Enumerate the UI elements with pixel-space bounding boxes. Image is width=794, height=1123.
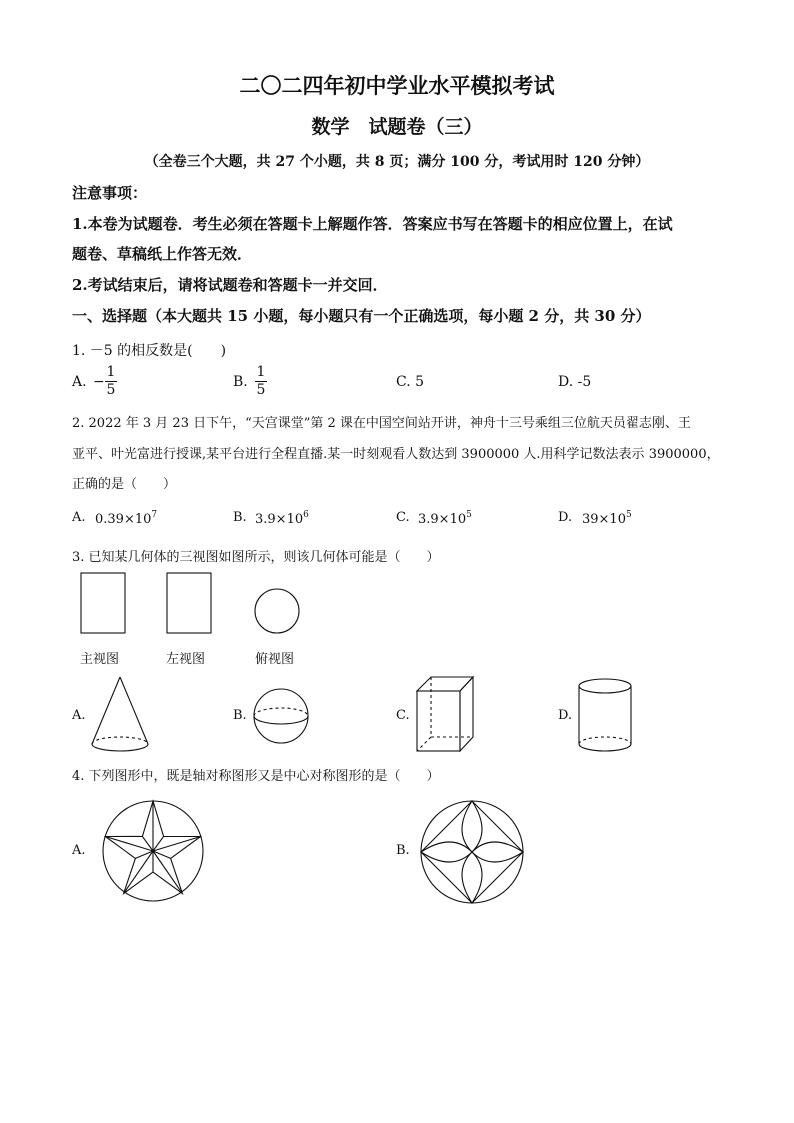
sphere-equator-front — [254, 716, 308, 724]
front-view-label: 主视图 — [80, 652, 120, 667]
fraction-numerator: 1 — [106, 364, 116, 380]
cone-left-edge — [92, 677, 120, 744]
fraction-denominator: 5 — [106, 382, 116, 398]
q2-option-d — [582, 510, 632, 527]
cone-base-front — [92, 744, 148, 751]
q4-option-a-label: A. — [72, 843, 86, 858]
q1-option-b-label: B. — [233, 374, 248, 390]
exam-info: （全卷三个大题，共 27 个小题，共 8 页；满分 100 分，考试用时 120 分钟） — [144, 154, 650, 170]
cylinder-figure — [578, 678, 634, 754]
side-view-label: 左视图 — [166, 652, 206, 667]
fraction-numerator: 1 — [256, 364, 266, 380]
note-2: 2.考试结束后，请将试题卷和答题卡一并交回． — [72, 276, 388, 294]
q3-option-a-label: A. — [72, 708, 86, 723]
q2-option-a-base: 0.39×10 — [95, 512, 152, 527]
question-2-line-3: 正确的是（ ） — [72, 477, 177, 492]
side-view-figure — [166, 572, 212, 634]
q2-option-b-exponent: 6 — [303, 510, 309, 520]
q1-option-a-fraction — [104, 364, 118, 399]
question-3-stem: 3. 已知某几何体的三视图如图所示，则该几何体可能是（ ） — [72, 550, 440, 565]
q3-option-d-label: D. — [558, 708, 573, 723]
q3-option-c-label: C. — [396, 708, 410, 723]
star-ridge — [105, 837, 153, 852]
q4-option-b-label: B. — [396, 843, 410, 858]
cone-base-back — [92, 737, 148, 744]
front-view-rectangle — [81, 573, 125, 633]
q2-option-a-label: A. — [72, 510, 86, 525]
q1-option-c: C. 5 — [396, 374, 425, 390]
section-1-heading: 一、选择题（本大题共 15 小题，每小题只有一个正确选项，每小题 2 分，共 30 分） — [72, 307, 651, 325]
top-view-circle — [255, 589, 299, 633]
prism-side-face — [460, 677, 473, 751]
note-1-line-1: 1.本卷为试题卷．考生必须在答题卡上解题作答．答案应书写在答题卡的相应位置上，在试 — [72, 215, 673, 233]
question-1-stem: 1. －5 的相反数是( ) — [72, 343, 227, 359]
sphere-equator-back — [254, 708, 308, 716]
q2-option-c — [418, 510, 472, 527]
notes-heading: 注意事项： — [72, 184, 148, 202]
q2-option-c-exponent: 5 — [466, 510, 472, 520]
prism-front-face — [417, 691, 460, 751]
q1-option-b-fraction — [254, 364, 268, 399]
four-petal-circle-figure — [420, 800, 524, 904]
q2-option-d-base: 39×10 — [582, 512, 626, 527]
q2-option-c-base: 3.9×10 — [418, 512, 467, 527]
star-in-circle-figure — [102, 800, 204, 902]
star-ridge — [153, 837, 201, 852]
cone-right-edge — [120, 677, 148, 744]
q1-option-a-label: A. — [72, 374, 87, 390]
q2-option-c-label: C. — [396, 510, 410, 525]
top-view-label: 俯视图 — [255, 652, 295, 667]
note-1-line-2: 题卷、草稿纸上作答无效． — [72, 245, 253, 263]
q2-option-a — [95, 510, 157, 527]
sphere-figure — [253, 688, 311, 746]
cylinder-base-back — [579, 737, 631, 744]
q3-option-b-label: B. — [233, 708, 247, 723]
exam-subtitle: 数学 试题卷（三） — [311, 116, 483, 138]
q2-option-d-exponent: 5 — [625, 510, 632, 520]
cone-figure — [90, 676, 152, 754]
prism-top-face — [417, 677, 473, 691]
q2-option-b — [255, 510, 309, 527]
prism-hidden-diagonal — [417, 737, 431, 751]
cylinder-top — [579, 679, 631, 693]
exam-title: 二〇二四年初中学业水平模拟考试 — [239, 73, 555, 98]
question-2-line-1: 2. 2022 年 3 月 23 日下午，“天宫课堂”第 2 课在中国空间站开讲，神舟十三号乘组三位航天员翟志刚、王 — [72, 416, 691, 431]
q2-option-d-label: D. — [558, 510, 573, 525]
side-view-rectangle — [167, 573, 211, 633]
cylinder-base-front — [579, 744, 631, 751]
question-4-stem: 4. 下列图形中，既是轴对称图形又是中心对称图形的是（ ） — [72, 769, 440, 784]
q2-option-b-base: 3.9×10 — [255, 512, 304, 527]
q1-option-d: D. -5 — [558, 374, 592, 390]
top-view-figure — [254, 588, 302, 636]
q2-option-b-label: B. — [233, 510, 247, 525]
q1-option-a-sign: − — [93, 374, 105, 390]
fraction-denominator: 5 — [256, 382, 266, 398]
sphere-outline — [254, 689, 308, 743]
prism-figure — [415, 676, 477, 754]
front-view-figure — [80, 572, 126, 634]
q2-option-a-exponent: 7 — [151, 510, 158, 520]
question-2-line-2: 亚平、叶光富进行授课,某平台进行全程直播.某一时刻观看人数达到 3900000 人.用科学记数法表示 3900000， — [72, 447, 720, 462]
